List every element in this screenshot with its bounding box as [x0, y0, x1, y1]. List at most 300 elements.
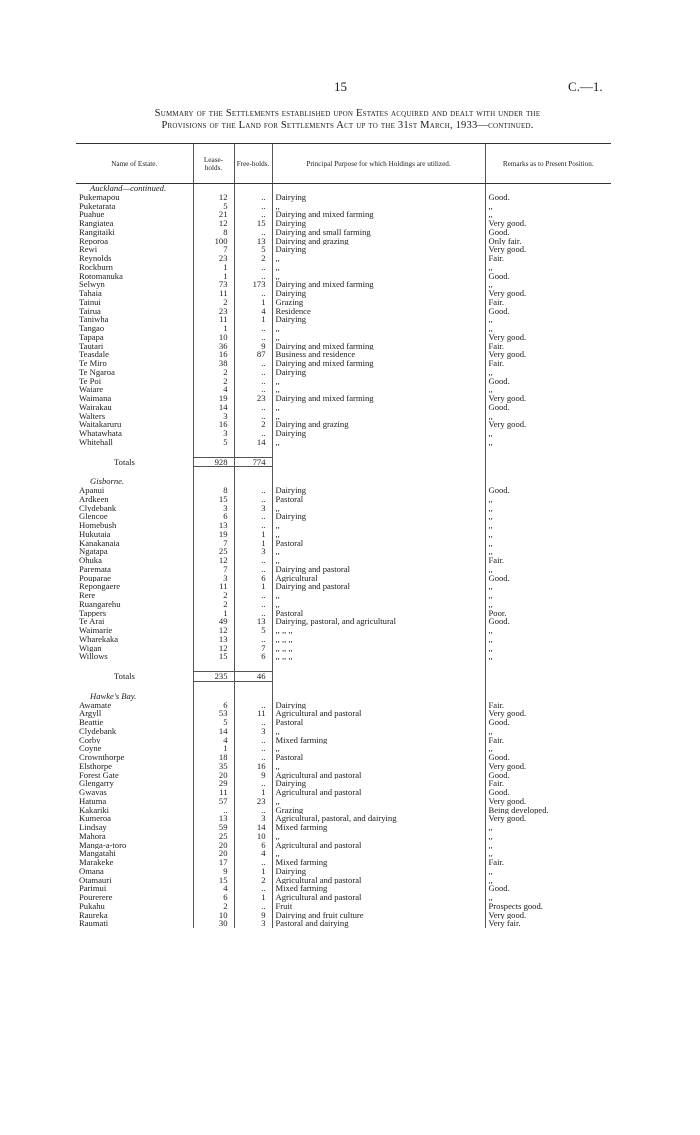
- table-row: [76, 438, 611, 447]
- remarks-cell: Good.: [485, 377, 611, 386]
- remarks-cell: Good.: [485, 272, 611, 281]
- table-row: [76, 202, 611, 211]
- remarks-cell: Fair.: [485, 736, 611, 745]
- table-row: [76, 893, 611, 902]
- empty-cell: [76, 447, 193, 458]
- remarks-cell: Very good.: [485, 911, 611, 920]
- leaseholds-cell: 16: [193, 420, 234, 429]
- freeholds-cell: ..: [234, 736, 272, 745]
- table-row: [76, 237, 611, 246]
- remarks-cell: ,,: [485, 547, 611, 556]
- table-row: [76, 539, 611, 548]
- purpose-cell: ,,: [272, 202, 485, 211]
- table-row: [76, 617, 611, 626]
- leaseholds-cell: 4: [193, 736, 234, 745]
- leaseholds-cell: 1: [193, 263, 234, 272]
- estate-name: Ohuka: [79, 556, 102, 565]
- purpose-cell: Dairying and mixed farming: [272, 342, 485, 351]
- estate-name: Walters: [79, 411, 106, 421]
- leaseholds-cell: [193, 184, 234, 193]
- purpose-cell: ,,: [272, 600, 485, 609]
- estate-name: Wairakau: [79, 402, 112, 412]
- freeholds-cell: 13: [234, 237, 272, 246]
- purpose-cell: Grazing: [272, 298, 485, 307]
- totals-label: Totals: [114, 671, 135, 681]
- freeholds-cell: 1: [234, 788, 272, 797]
- estate-name: Rewi: [79, 245, 98, 254]
- leaseholds-total: 235: [193, 672, 234, 682]
- remarks-cell: ,,: [485, 368, 611, 377]
- leaseholds-cell: 21: [193, 210, 234, 219]
- leaseholds-cell: 57: [193, 797, 234, 806]
- estate-name: Rangiatea: [79, 219, 114, 228]
- purpose-cell: Pastoral and dairying: [272, 919, 485, 928]
- remarks-cell: ,,: [485, 635, 611, 644]
- estate-name: Tainui: [79, 297, 101, 307]
- leaseholds-cell: 3: [193, 429, 234, 438]
- estate-name: Paremata: [79, 564, 111, 574]
- estate-name: Gwavas: [79, 788, 107, 797]
- freeholds-cell: ..: [234, 210, 272, 219]
- freeholds-cell: 23: [234, 394, 272, 403]
- table-row: [76, 582, 611, 591]
- estate-name: Waiare: [79, 385, 104, 394]
- leaseholds-cell: 20: [193, 771, 234, 780]
- estate-name: Raureka: [79, 910, 108, 920]
- freeholds-cell: 14: [234, 823, 272, 832]
- purpose-cell: Dairying: [272, 512, 485, 521]
- table-row: [76, 911, 611, 920]
- purpose-cell: Dairying: [272, 486, 485, 495]
- table-row: [76, 210, 611, 219]
- estate-name: Wharekaka: [79, 634, 119, 644]
- leaseholds-cell: 18: [193, 753, 234, 762]
- leaseholds-cell: 14: [193, 403, 234, 412]
- table-row: [76, 823, 611, 832]
- leaseholds-cell: 13: [193, 521, 234, 530]
- leaseholds-cell: 7: [193, 539, 234, 548]
- freeholds-cell: 14: [234, 438, 272, 447]
- purpose-cell: Dairying: [272, 289, 485, 298]
- empty-cell: [193, 447, 234, 458]
- remarks-cell: ,,: [485, 263, 611, 272]
- empty-cell: [485, 447, 611, 458]
- leaseholds-cell: 59: [193, 823, 234, 832]
- remarks-cell: Good.: [485, 718, 611, 727]
- remarks-cell: Very good.: [485, 289, 611, 298]
- spacer-row: [76, 681, 611, 692]
- remarks-cell: ,,: [485, 893, 611, 902]
- purpose-cell: Dairying, pastoral, and agricultural: [272, 617, 485, 626]
- section-header-row: [76, 184, 611, 193]
- leaseholds-cell: 1: [193, 324, 234, 333]
- table-row: [76, 797, 611, 806]
- leaseholds-cell: 25: [193, 547, 234, 556]
- purpose-cell: ,,: [272, 412, 485, 421]
- freeholds-cell: 4: [234, 849, 272, 858]
- freeholds-cell: ..: [234, 403, 272, 412]
- estate-name: Kumeroa: [79, 814, 111, 823]
- leaseholds-cell: 49: [193, 617, 234, 626]
- totals-label: Totals: [114, 457, 135, 467]
- freeholds-cell: 15: [234, 219, 272, 228]
- purpose-cell: Agricultural and pastoral: [272, 876, 485, 885]
- purpose-cell: Dairying and mixed farming: [272, 394, 485, 403]
- table-row: [76, 736, 611, 745]
- purpose-cell: Dairying and grazing: [272, 237, 485, 246]
- estate-name: Clydebank: [79, 503, 117, 513]
- estate-name: Mangatahi: [79, 849, 116, 858]
- empty-cell: [272, 661, 485, 672]
- freeholds-cell: 1: [234, 298, 272, 307]
- estate-name: Pukahu: [79, 901, 105, 911]
- estate-name: Otamauri: [79, 875, 112, 885]
- purpose-cell: Agricultural, pastoral, and dairying: [272, 814, 485, 823]
- table-row: [76, 771, 611, 780]
- freeholds-cell: ..: [234, 368, 272, 377]
- estate-name: Waimana: [79, 394, 112, 403]
- freeholds-cell: 9: [234, 342, 272, 351]
- estate-name: Hatuma: [79, 796, 107, 806]
- purpose-cell: Dairying: [272, 429, 485, 438]
- leaseholds-cell: 1: [193, 272, 234, 281]
- remarks-cell: ,,: [485, 521, 611, 530]
- freeholds-cell: ..: [234, 806, 272, 815]
- leaseholds-cell: 12: [193, 193, 234, 202]
- remarks-cell: Fair.: [485, 556, 611, 565]
- leaseholds-cell: 2: [193, 298, 234, 307]
- purpose-cell: ,,: [272, 849, 485, 858]
- table-row: [76, 495, 611, 504]
- section-name: Hawke's Bay.: [90, 691, 137, 701]
- estate-name: Rangitaiki: [79, 227, 115, 237]
- table-row: [76, 307, 611, 316]
- remarks-cell: Very good.: [485, 219, 611, 228]
- document-reference: C.—1.: [568, 79, 603, 94]
- leaseholds-cell: 5: [193, 438, 234, 447]
- table-row: [76, 701, 611, 710]
- freeholds-cell: 1: [234, 315, 272, 324]
- purpose-cell: ,,: [272, 272, 485, 281]
- remarks-cell: Fair.: [485, 779, 611, 788]
- remarks-cell: ,,: [485, 210, 611, 219]
- settlements-table: [76, 143, 611, 928]
- remarks-cell: ,,: [485, 849, 611, 858]
- estate-name: Willows: [79, 652, 108, 661]
- estate-name: Awamate: [79, 700, 112, 710]
- estate-name: Coyne: [79, 744, 102, 753]
- purpose-cell: ,,: [272, 556, 485, 565]
- table-row: [76, 272, 611, 281]
- freeholds-cell: ..: [234, 591, 272, 600]
- freeholds-cell: ..: [234, 324, 272, 333]
- empty-cell: [193, 661, 234, 672]
- remarks-cell: Good.: [485, 403, 611, 412]
- freeholds-cell: ..: [234, 744, 272, 753]
- table-row: [76, 547, 611, 556]
- remarks-cell: [485, 672, 611, 682]
- table-row: [76, 779, 611, 788]
- purpose-cell: [272, 672, 485, 682]
- remarks-cell: Very good.: [485, 797, 611, 806]
- remarks-cell: Good.: [485, 574, 611, 583]
- freeholds-cell: 23: [234, 797, 272, 806]
- table-row: [76, 858, 611, 867]
- table-row: [76, 902, 611, 911]
- freeholds-cell: ..: [234, 609, 272, 618]
- leaseholds-cell: 4: [193, 884, 234, 893]
- leaseholds-cell: 5: [193, 202, 234, 211]
- remarks-cell: ,,: [485, 832, 611, 841]
- purpose-cell: ,,: [272, 727, 485, 736]
- estate-name: Te Ngaroa: [79, 367, 115, 377]
- leaseholds-cell: 25: [193, 832, 234, 841]
- leaseholds-cell: 13: [193, 814, 234, 823]
- purpose-cell: ,,: [272, 762, 485, 771]
- leaseholds-cell: 2: [193, 368, 234, 377]
- purpose-cell: Dairying: [272, 219, 485, 228]
- purpose-cell: Fruit: [272, 902, 485, 911]
- table-row: [76, 315, 611, 324]
- estate-name: Pouparae: [79, 573, 111, 583]
- purpose-cell: ,,: [272, 403, 485, 412]
- freeholds-cell: 3: [234, 919, 272, 928]
- table-row: [76, 245, 611, 254]
- leaseholds-cell: 6: [193, 701, 234, 710]
- leaseholds-cell: 19: [193, 394, 234, 403]
- purpose-cell: Agricultural and pastoral: [272, 841, 485, 850]
- table-row: [76, 709, 611, 718]
- estate-name: Whatawhata: [79, 429, 122, 438]
- table-row: [76, 504, 611, 513]
- freeholds-cell: ..: [234, 202, 272, 211]
- table-row: [76, 841, 611, 850]
- purpose-cell: Dairying: [272, 315, 485, 324]
- table-row: [76, 788, 611, 797]
- purpose-cell: Dairying: [272, 867, 485, 876]
- title-line-2: Provisions of the Land for Settlements Act up to the 31st March, 1933—continued.: [161, 120, 534, 131]
- remarks-cell: Good.: [485, 884, 611, 893]
- remarks-cell: Very good.: [485, 709, 611, 718]
- purpose-cell: Agricultural and pastoral: [272, 893, 485, 902]
- estate-name: Waitakaruru: [79, 420, 122, 429]
- remarks-cell: ,,: [485, 429, 611, 438]
- estate-name: Te Miro: [79, 359, 107, 368]
- estate-name: Apanui: [79, 486, 105, 495]
- leaseholds-cell: 2: [193, 377, 234, 386]
- remarks-cell: ,,: [485, 582, 611, 591]
- empty-cell: [485, 661, 611, 672]
- estate-name: Tairua: [79, 306, 101, 316]
- estate-name: Waimarie: [79, 626, 113, 635]
- leaseholds-cell: 2: [193, 600, 234, 609]
- estate-name: Teasdale: [79, 350, 109, 359]
- freeholds-cell: 1: [234, 582, 272, 591]
- freeholds-cell: ..: [234, 512, 272, 521]
- purpose-cell: Dairying and pastoral: [272, 582, 485, 591]
- freeholds-cell: ..: [234, 858, 272, 867]
- remarks-cell: ,,: [485, 385, 611, 394]
- table-row: [76, 530, 611, 539]
- leaseholds-cell: 11: [193, 315, 234, 324]
- remarks-cell: Very good.: [485, 814, 611, 823]
- table-row: [76, 333, 611, 342]
- freeholds-cell: ..: [234, 521, 272, 530]
- table-row: [76, 591, 611, 600]
- freeholds-cell: ..: [234, 377, 272, 386]
- table-row: [76, 753, 611, 762]
- empty-cell: [234, 661, 272, 672]
- table-row: [76, 652, 611, 661]
- remarks-cell: Fair.: [485, 254, 611, 263]
- leaseholds-cell: 12: [193, 556, 234, 565]
- table-row: [76, 814, 611, 823]
- purpose-cell: Dairying: [272, 779, 485, 788]
- table-body: [76, 184, 611, 929]
- table-row: [76, 609, 611, 618]
- leaseholds-cell: 2: [193, 591, 234, 600]
- estate-name: Hukutaia: [79, 529, 111, 539]
- remarks-cell: Good.: [485, 486, 611, 495]
- table-row: [76, 521, 611, 530]
- estate-name: Pukemapou: [79, 192, 120, 202]
- table-row: [76, 762, 611, 771]
- freeholds-cell: ..: [234, 600, 272, 609]
- totals-row: [76, 457, 611, 467]
- table-row: [76, 263, 611, 272]
- remarks-cell: [485, 477, 611, 486]
- remarks-cell: Good.: [485, 771, 611, 780]
- purpose-cell: [272, 184, 485, 193]
- table-row: [76, 644, 611, 653]
- leaseholds-cell: 1: [193, 744, 234, 753]
- table-row: [76, 884, 611, 893]
- purpose-cell: Agricultural and pastoral: [272, 788, 485, 797]
- table-row: [76, 486, 611, 495]
- purpose-cell: Mixed farming: [272, 858, 485, 867]
- remarks-cell: Good.: [485, 228, 611, 237]
- page-number: 15: [334, 79, 347, 94]
- leaseholds-cell: 17: [193, 858, 234, 867]
- freeholds-cell: ..: [234, 779, 272, 788]
- leaseholds-cell: 6: [193, 893, 234, 902]
- table-row: [76, 832, 611, 841]
- leaseholds-cell: 11: [193, 788, 234, 797]
- table-row: [76, 626, 611, 635]
- freeholds-cell: ..: [234, 753, 272, 762]
- freeholds-cell: 2: [234, 420, 272, 429]
- leaseholds-cell: 7: [193, 245, 234, 254]
- table-row: [76, 635, 611, 644]
- purpose-cell: Dairying and grazing: [272, 420, 485, 429]
- estate-name: Rere: [79, 591, 96, 600]
- table-row: [76, 350, 611, 359]
- freeholds-cell: 6: [234, 841, 272, 850]
- purpose-cell: ,,: [272, 521, 485, 530]
- freeholds-cell: 1: [234, 539, 272, 548]
- leaseholds-cell: 10: [193, 911, 234, 920]
- remarks-cell: ,,: [485, 652, 611, 661]
- purpose-cell: ,, ,, ,,: [272, 626, 485, 635]
- leaseholds-cell: 12: [193, 626, 234, 635]
- table-row: [76, 412, 611, 421]
- remarks-cell: [485, 457, 611, 467]
- purpose-cell: Grazing: [272, 806, 485, 815]
- estate-name: Mahora: [79, 831, 106, 841]
- remarks-cell: ,,: [485, 626, 611, 635]
- freeholds-cell: 2: [234, 254, 272, 263]
- purpose-cell: ,,: [272, 438, 485, 447]
- estate-name: Taniwha: [79, 315, 109, 324]
- estate-name: Ruangarehu: [79, 599, 121, 609]
- freeholds-cell: ..: [234, 193, 272, 202]
- remarks-cell: ,,: [485, 823, 611, 832]
- freeholds-cell: 173: [234, 280, 272, 289]
- estate-name: Ardkeen: [79, 494, 109, 504]
- leaseholds-cell: 15: [193, 652, 234, 661]
- leaseholds-cell: [193, 692, 234, 701]
- purpose-cell: [272, 692, 485, 701]
- table-row: [76, 368, 611, 377]
- freeholds-cell: ..: [234, 486, 272, 495]
- estate-name: Forest Gate: [79, 770, 119, 780]
- remarks-cell: [485, 184, 611, 193]
- purpose-cell: Residence: [272, 307, 485, 316]
- remarks-cell: Fair.: [485, 298, 611, 307]
- remarks-cell: ,,: [485, 512, 611, 521]
- freeholds-cell: ..: [234, 228, 272, 237]
- purpose-cell: [272, 477, 485, 486]
- freeholds-cell: 6: [234, 652, 272, 661]
- leaseholds-cell: 16: [193, 350, 234, 359]
- estate-name: Selwyn: [79, 280, 105, 289]
- estate-name: Clydebank: [79, 726, 117, 736]
- purpose-cell: ,,: [272, 547, 485, 556]
- freeholds-cell: ..: [234, 385, 272, 394]
- remarks-cell: ,,: [485, 539, 611, 548]
- leaseholds-cell: 35: [193, 762, 234, 771]
- freeholds-cell: 3: [234, 504, 272, 513]
- remarks-cell: ,,: [485, 438, 611, 447]
- remarks-cell: ,,: [485, 565, 611, 574]
- table-header: [76, 144, 611, 184]
- purpose-cell: ,,: [272, 385, 485, 394]
- table-row: [76, 565, 611, 574]
- estate-name: Manga-a-toro: [79, 840, 127, 850]
- remarks-cell: Very good.: [485, 394, 611, 403]
- purpose-cell: ,, ,, ,,: [272, 652, 485, 661]
- freeholds-cell: 3: [234, 814, 272, 823]
- table-row: [76, 718, 611, 727]
- leaseholds-cell: 23: [193, 307, 234, 316]
- leaseholds-cell: 10: [193, 333, 234, 342]
- remarks-cell: ,,: [485, 495, 611, 504]
- estate-name: Puahue: [79, 210, 105, 219]
- remarks-cell: Very fair.: [485, 919, 611, 928]
- leaseholds-cell: 30: [193, 919, 234, 928]
- freeholds-cell: [234, 184, 272, 193]
- freeholds-cell: ..: [234, 272, 272, 281]
- remarks-cell: Good.: [485, 193, 611, 202]
- leaseholds-cell: 4: [193, 385, 234, 394]
- freeholds-cell: 11: [234, 709, 272, 718]
- estate-name: Whitehall: [79, 437, 113, 447]
- table-row: [76, 394, 611, 403]
- empty-cell: [76, 467, 193, 478]
- remarks-cell: Good.: [485, 307, 611, 316]
- freeholds-cell: ..: [234, 289, 272, 298]
- freeholds-total: 46: [234, 672, 272, 682]
